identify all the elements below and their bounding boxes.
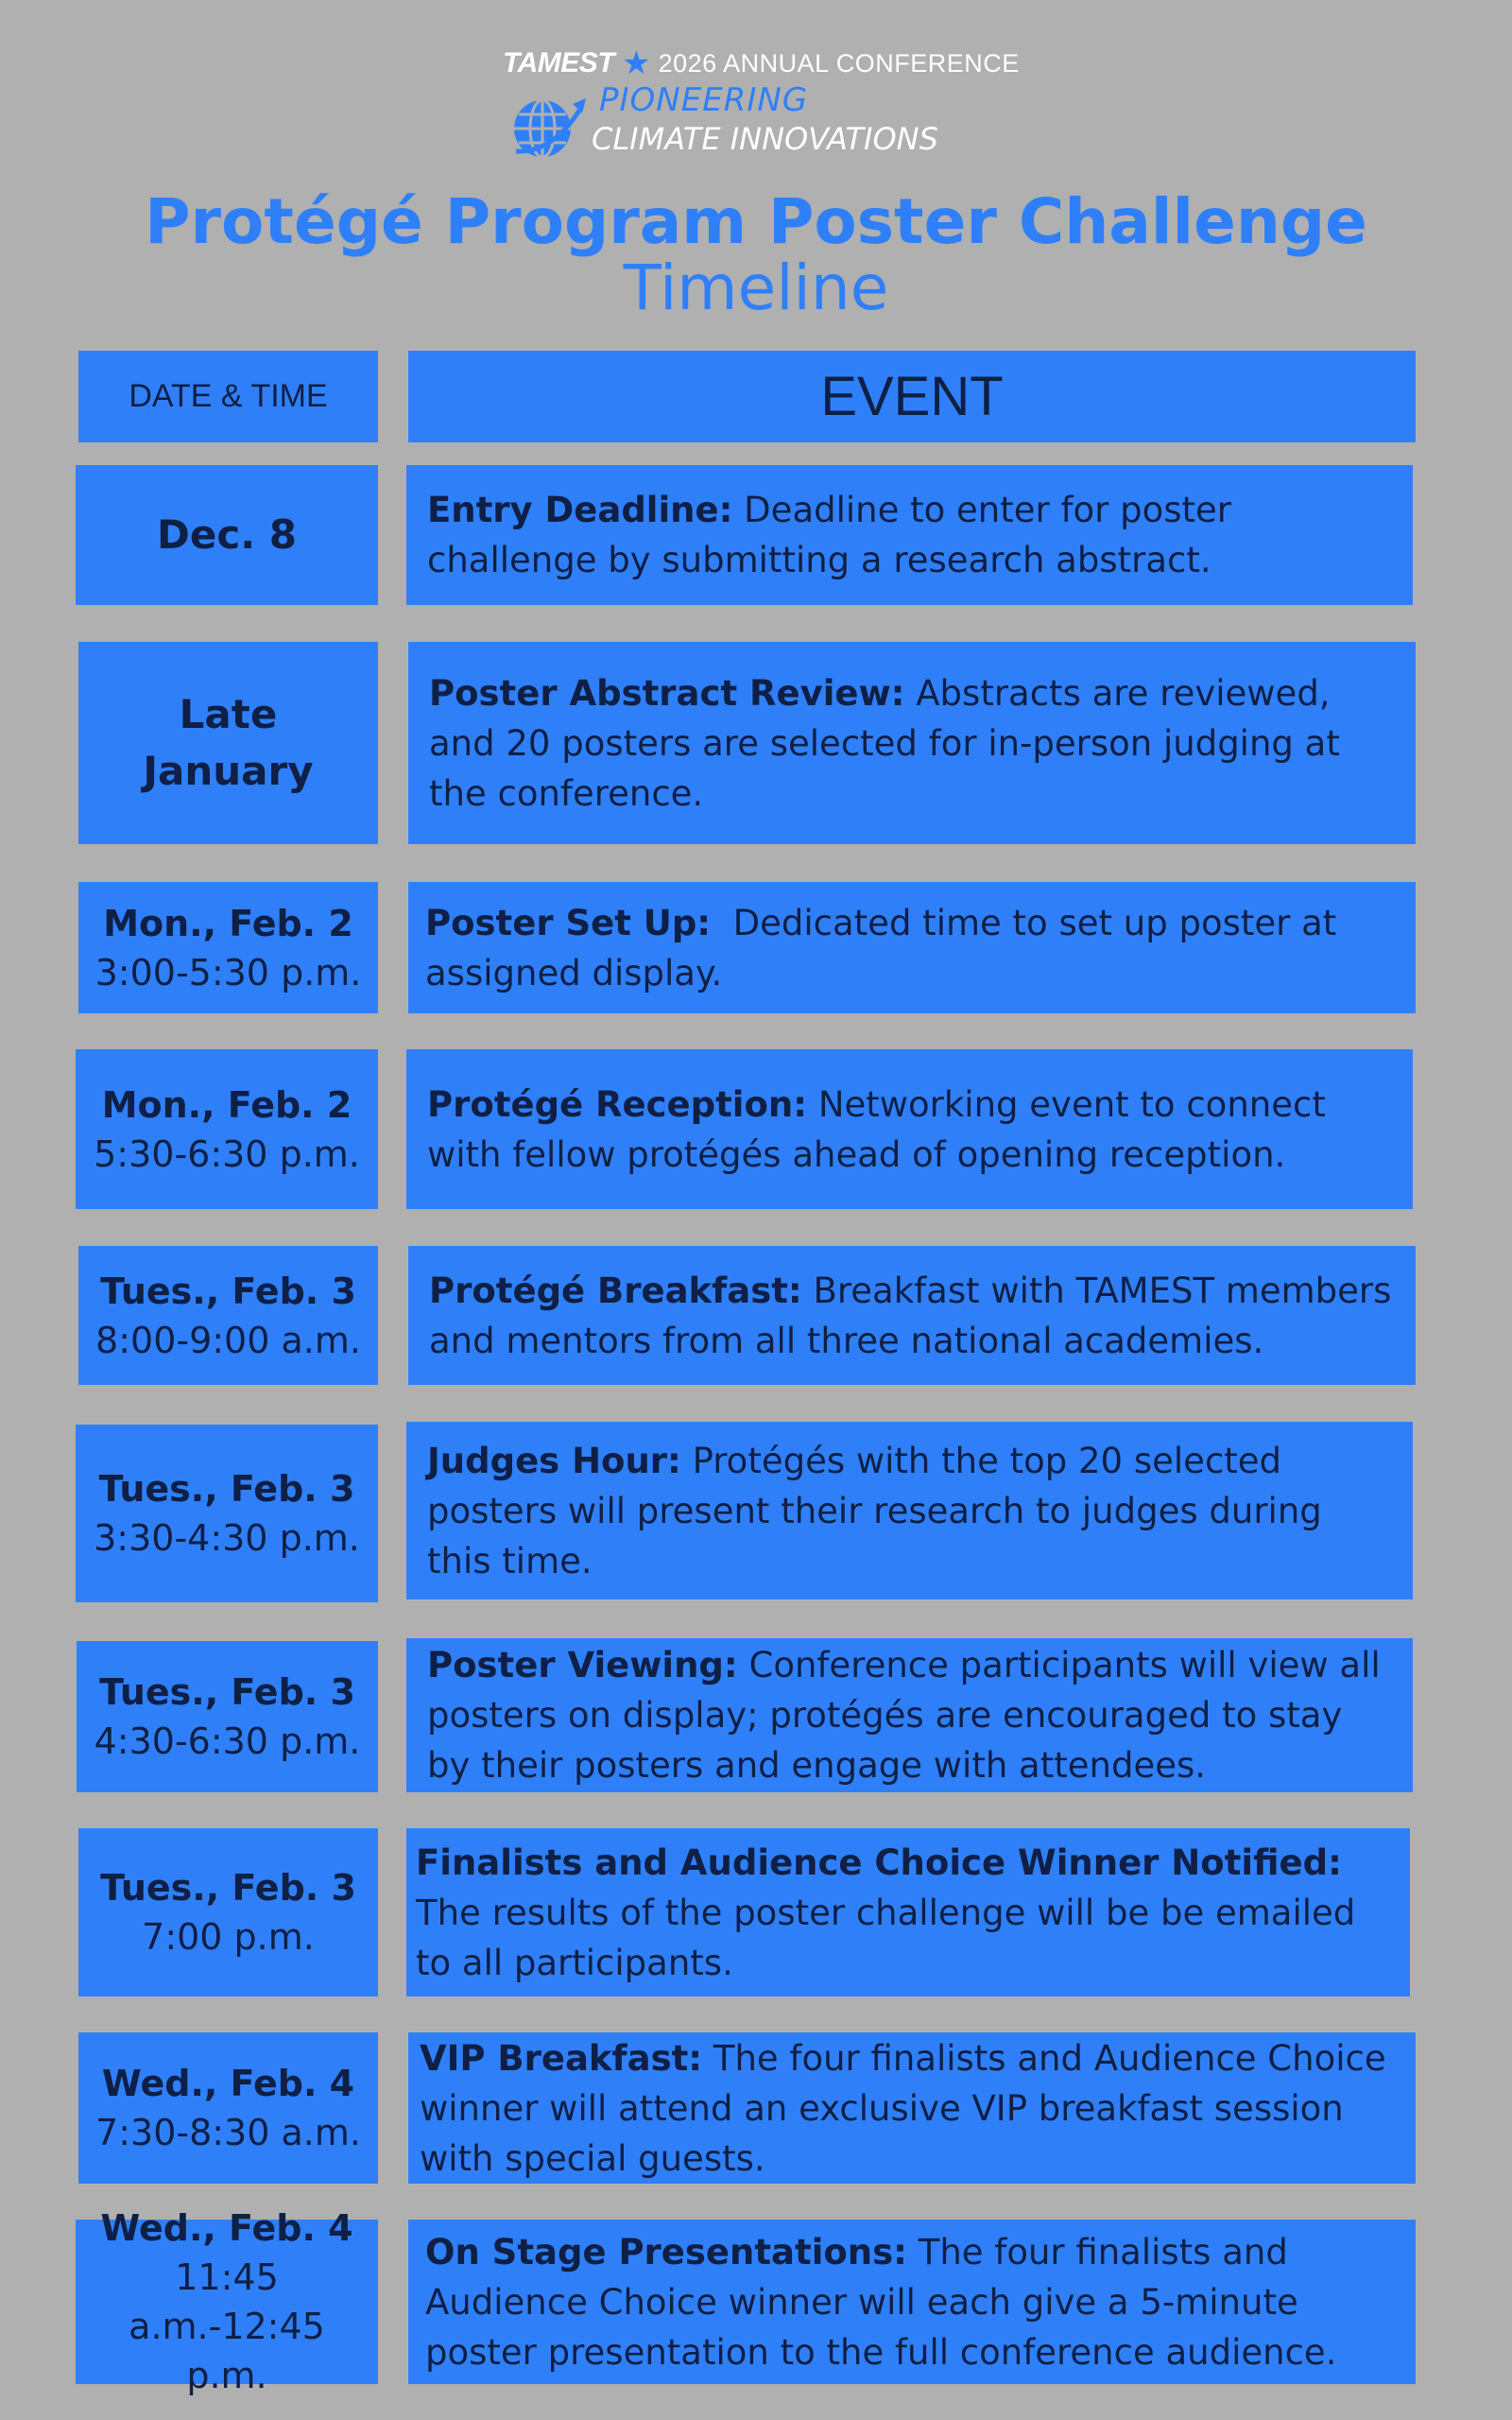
table-row-date [76, 465, 378, 605]
event-title: VIP Breakfast: [420, 2037, 703, 2079]
row-date: Mon., Feb. 2 [103, 902, 353, 944]
event-title: On Stage Presentations: [425, 2231, 907, 2273]
event-title: Poster Abstract Review: [429, 672, 905, 714]
row-time: 7:30-8:30 a.m. [95, 2112, 361, 2153]
row-date: Mon., Feb. 2 [101, 1083, 352, 1126]
event-title: Protégé Reception: [427, 1083, 808, 1125]
table-row-event [406, 1049, 1413, 1209]
event-description: Conference participants will view all posters on display; protégés are encouraged to stay by their posters and engage with attendees. [427, 1645, 1381, 1786]
event-title: Finalists and Audience Choice Winner Notified: [416, 1841, 1342, 1883]
event-description: The results of the poster challenge will be be emailed to all participants. [416, 1892, 1356, 1983]
star-icon: ★ [622, 45, 651, 81]
event-description: Networking event to connect with fellow protégés ahead of opening reception. [427, 1083, 1326, 1175]
row-date: Tues., Feb. 3 [99, 1671, 355, 1713]
row-date: Late January [143, 691, 314, 794]
event-description: The four finalists and Audience Choice winner will each give a 5-minute poster presentation to the full conference audience. [425, 2231, 1337, 2373]
row-date: Wed., Feb. 4 [101, 2063, 355, 2104]
table-row-event [406, 1422, 1413, 1599]
row-date: Tues., Feb. 3 [100, 1867, 356, 1909]
conference-header [0, 42, 1512, 164]
row-time: 7:00 p.m. [142, 1916, 315, 1958]
row-time: 11:45 a.m.-12:45 p.m. [129, 2256, 325, 2396]
column-header-event: EVENT [408, 351, 1416, 442]
table-row-event [406, 1638, 1413, 1792]
table-row-date [78, 642, 378, 844]
tamest-wordmark: TAMEST [503, 47, 615, 78]
table-row-event [408, 882, 1416, 1013]
event-title: Poster Set Up: [425, 902, 712, 943]
page-title: Protégé Program Poster Challenge [145, 185, 1367, 258]
row-date: Dec. 8 [156, 511, 298, 558]
conference-label: 2026 ANNUAL CONFERENCE [658, 48, 1020, 78]
event-title: Judges Hour: [427, 1440, 681, 1481]
event-description: Breakfast with TAMEST members and mentors from all three national academies. [429, 1270, 1392, 1361]
table-row-event [408, 2032, 1416, 2184]
globe-icon [507, 85, 592, 164]
table-row-date [78, 1828, 378, 1996]
event-description: Deadline to enter for poster challenge by submitting a research abstract. [427, 490, 1232, 580]
table-row-date [76, 1425, 378, 1602]
table-row-event [406, 465, 1413, 605]
tagline-climate: CLIMATE INNOVATIONS [592, 121, 938, 157]
row-time: 3:30-4:30 p.m. [94, 1517, 360, 1559]
table-row-event [408, 642, 1416, 844]
table-row-event [406, 1828, 1410, 1996]
event-description: Dedicated time to set up poster at assigned display. [425, 902, 1349, 994]
event-description: The four finalists and Audience Choice winner will attend an exclusive VIP breakfast session with special guests. [420, 2037, 1386, 2179]
table-row-event [408, 2220, 1416, 2384]
table-row-event [408, 1246, 1416, 1385]
event-title: Protégé Breakfast: [429, 1270, 802, 1311]
table-row-date [78, 882, 378, 1013]
event-title: Entry Deadline: [427, 490, 733, 530]
table-row-date [77, 1641, 378, 1792]
table-row-date [78, 2032, 378, 2184]
table-row-date [76, 2207, 378, 2396]
column-header-date: DATE & TIME [78, 351, 378, 442]
table-row-date [76, 1049, 378, 1209]
row-time: 5:30-6:30 p.m. [94, 1132, 360, 1175]
page-subtitle: Timeline [623, 251, 889, 324]
table-row-date [78, 1246, 378, 1385]
conference-line [503, 47, 1020, 79]
row-date: Tues., Feb. 3 [98, 1468, 355, 1510]
row-time: 3:00-5:30 p.m. [94, 951, 362, 994]
row-time: 4:30-6:30 p.m. [94, 1720, 361, 1762]
event-description: Protégés with the top 20 selected posters will present their research to judges during this time. [427, 1440, 1322, 1582]
tagline-pioneering: PIONEERING [599, 81, 809, 119]
row-date: Tues., Feb. 3 [100, 1270, 356, 1312]
event-description: Abstracts are reviewed, and 20 posters are selected for in-person judging at the conference. [429, 672, 1340, 814]
event-title: Poster Viewing: [427, 1645, 738, 1685]
row-date: Wed., Feb. 4 [100, 2207, 353, 2249]
row-time: 8:00-9:00 a.m. [95, 1319, 361, 1361]
